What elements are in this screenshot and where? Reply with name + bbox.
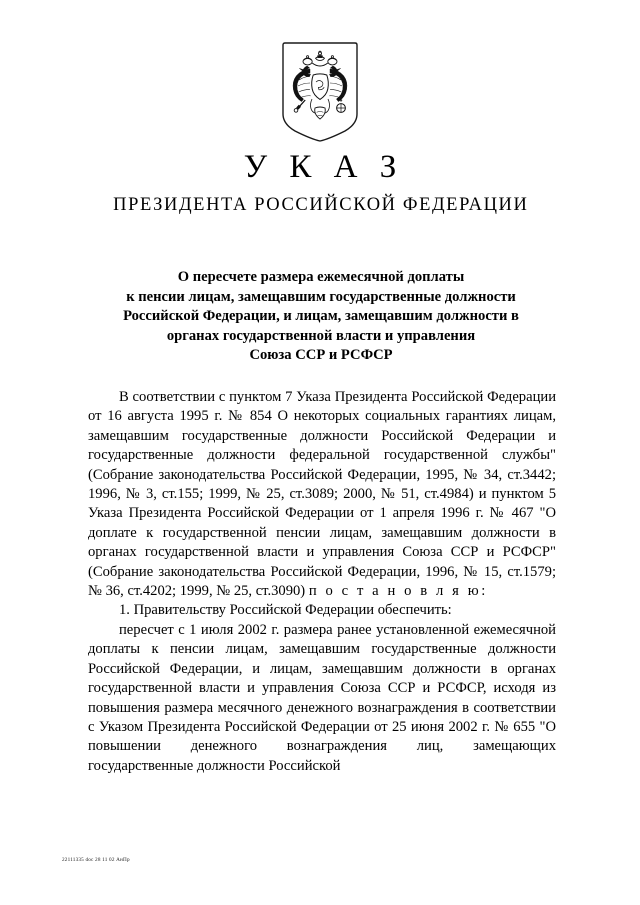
document-body [88,388,556,776]
russian-coat-of-arms-icon [277,42,363,142]
page-title: У К А З [243,149,404,185]
coat-of-arms-container [0,42,640,142]
preamble-text: В соответствии с пунктом 7 Указа Президента Российской Федерации от 16 августа 1995 г. № 854 О некоторых социальных гарантиях лицам, замещавшим государственные должности Российской Федерации и государственные должности федеральной государственной службы" (Собрание законодательства Российской Федерации, 1995, № 34, ст.3442; 1996, № 3, ст.155; 1999, № 25, ст.3089; 2000, № 51, ст.4984) и пунктом 5 Указа Президента Российской Федерации от 1 апреля 1996 г. № 467 "О доплате к государственной пенсии лицам, замещавшим должности в органах государственной власти и управления Союза ССР и РСФСР" (Собрание законодательства Российской Федерации, 1996, № 15, ст.1579; № 36, ст.4202; 1999, № 25, ст.3090) [88,389,556,600]
subject-line: Союза ССР и РСФСР [249,347,393,364]
document-subject [88,268,554,366]
clause-1-paragraph: 1. Правительству Российской Федерации обеспечить: [119,602,452,619]
page-subtitle: ПРЕЗИДЕНТА РОССИЙСКОЙ ФЕДЕРАЦИИ [113,195,529,215]
subject-line: органах государственной власти и управления [166,327,476,344]
subject-line: к пенсии лицам, замещавшим государственные должности [126,288,516,305]
subject-line: О пересчете размера ежемесячной доплаты [177,269,465,285]
subject-line: Российской Федерации, и лицам, замещавшим должности в [123,308,519,325]
preamble-paragraph [88,388,556,601]
footer-print-code: 22111335 doc 28 11 02 АнПр [62,857,130,863]
clause-1-subparagraph: пересчет с 1 июля 2002 г. размера ранее установленной ежемесячной доплаты к пенсии лицам, замещавшим государственные должности Российской Федерации, и лицам, замещавшим должности в органах государственной власти и управления Союза ССР и РСФСР, исходя из повышения размера месячного денежного вознаграждения в соответствии с Указом Президента Российской Федерации от 25 июня 2002 г. № 655 "О повышении денежного вознаграждения лиц, замещающих государственные должности Российской [88,621,556,774]
decree-verb: п о с т а н о в л я ю: [308,583,488,600]
